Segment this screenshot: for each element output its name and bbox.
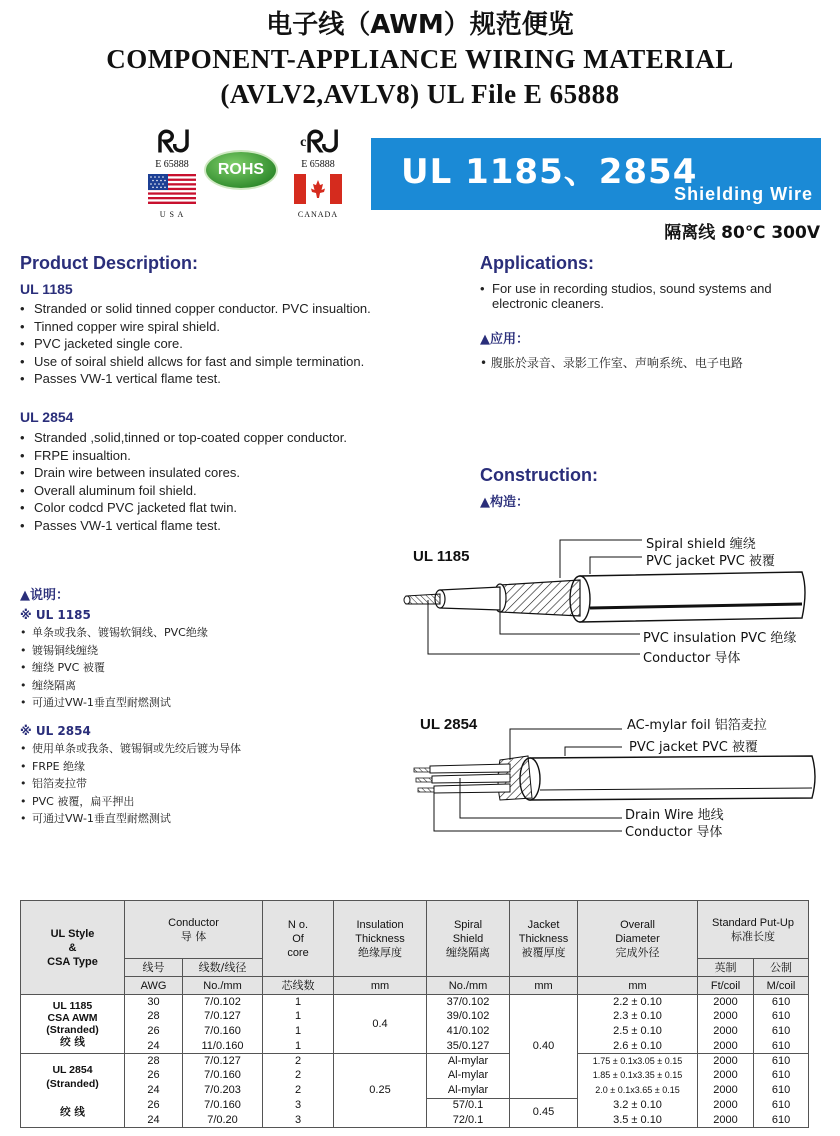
cell-ft: 2000 [698, 1009, 754, 1024]
applications-cn-heading: ▲应用： [480, 332, 529, 347]
group-text: (Stranded) [46, 1024, 99, 1037]
col-diam-unit: mm [578, 977, 698, 995]
title-cn: 电子线（AWM）规范便览 [266, 10, 574, 40]
header-text: Thickness [355, 932, 405, 945]
ul2854-conductor-label: Conductor 导体 [625, 825, 723, 840]
cell-diam: 2.2 ± 0.10 [578, 995, 698, 1010]
col-awg: AWG [125, 977, 183, 995]
header-text: Overall [620, 918, 655, 931]
cell-ft: 2000 [698, 1024, 754, 1039]
ul1185-insulation-label: PVC insulation PVC 绝缘 [643, 631, 797, 646]
table-header-row [21, 901, 809, 959]
banner-subtitle: Shielding Wire [674, 184, 813, 204]
cell-strand: 7/0.160 [183, 1024, 263, 1039]
header-text: 绝缘厚度 [358, 945, 403, 959]
col-ft-cn: 英制 [698, 959, 754, 977]
list-item: • 铝箔麦拉带 [20, 775, 241, 793]
cell-awg: 26 [125, 1068, 183, 1083]
col-ul-style [21, 901, 125, 995]
cell-m: 610 [754, 1098, 809, 1113]
applications-heading: Applications: [480, 253, 595, 273]
col-m: M/coil [754, 977, 809, 995]
list-item: • 镀锡铜线缠绕 [20, 642, 208, 660]
cell-awg: 26 [125, 1098, 183, 1113]
cell-core: 1 [263, 1009, 334, 1024]
list-item: • PVC jacketed single core. [20, 335, 371, 353]
explain-heading: ▲说明： [20, 588, 69, 603]
cell-awg: 24 [125, 1113, 183, 1128]
cell-diam: 1.75 ± 0.1x3.05 ± 0.15 [578, 1054, 698, 1069]
cell-m: 610 [754, 1054, 809, 1069]
header-text: 被覆厚度 [521, 945, 566, 959]
list-item: • 可通过VW-1垂直型耐燃测试 [20, 694, 208, 712]
list-item: • Tinned copper wire spiral shield. [20, 318, 371, 336]
cell-diam: 3.2 ± 0.10 [578, 1098, 698, 1113]
header-text: Diameter [615, 932, 660, 945]
ul1185-spiral-label: Spiral shield 缠绕 [646, 537, 756, 552]
cell-m: 610 [754, 1039, 809, 1054]
applications-body: For use in recording studios, sound systems and electronic cleaners. [492, 281, 772, 311]
list-item: • Passes VW-1 vertical flame test. [20, 517, 347, 535]
cell-shield: Al-mylar [427, 1054, 510, 1069]
rohs-badge: ROHS [204, 150, 278, 190]
canada-flag-icon [294, 174, 342, 204]
cell-shield: 57/0.1 [427, 1098, 510, 1113]
group-ul1185 [21, 995, 125, 1054]
bullet-glyph: • [480, 356, 491, 370]
list-item: • 缠绕隔离 [20, 677, 208, 695]
col-strand: No./mm [183, 977, 263, 995]
cell-shield: 41/0.102 [427, 1024, 510, 1039]
cell-m: 610 [754, 1068, 809, 1083]
col-strand-cn: 线数/线径 [183, 959, 263, 977]
explain-ul1185-list [20, 624, 208, 712]
title-block [0, 8, 840, 112]
cell-shield: Al-mylar [427, 1083, 510, 1098]
col-conductor [125, 901, 263, 959]
list-item: • Drain wire between insulated cores. [20, 464, 347, 482]
cell-diam: 2.6 ± 0.10 [578, 1039, 698, 1054]
header-text: 缠绕隔离 [446, 945, 491, 959]
list-item: • 缠绕 PVC 被覆 [20, 659, 208, 677]
list-item: • Stranded ,solid,tinned or top-coated copper conductor. [20, 429, 347, 447]
header-text: Standard Put-Up [712, 916, 794, 929]
ul1185-conductor-label: Conductor 导体 [643, 651, 741, 666]
cell-core: 1 [263, 995, 334, 1010]
cell-ft: 2000 [698, 1039, 754, 1054]
cell-jacket-b: 0.45 [510, 1098, 578, 1128]
col-putup [698, 901, 809, 959]
explain-ul2854-heading: ※ UL 2854 [20, 724, 91, 738]
cell-core: 2 [263, 1054, 334, 1069]
header-text: core [287, 946, 309, 959]
col-diameter [578, 901, 698, 977]
construction-cn-heading: ▲构造： [480, 495, 529, 510]
canada-label: CANADA [297, 210, 339, 219]
explain-ul1185-heading: ※ UL 1185 [20, 608, 91, 622]
group-text: 绞 线 [60, 1105, 85, 1118]
cell-strand: 11/0.160 [183, 1039, 263, 1054]
cell-core: 2 [263, 1068, 334, 1083]
ul2854-diagram-title: UL 2854 [420, 716, 478, 733]
cell-insulation-g2: 0.25 [334, 1054, 427, 1128]
cell-strand: 7/0.127 [183, 1054, 263, 1069]
cell-jacket-a: 0.40 [510, 995, 578, 1099]
cell-diam: 2.5 ± 0.10 [578, 1024, 698, 1039]
header-text: CSA Type [47, 955, 98, 968]
header-text: Jacket [527, 918, 560, 931]
table-header-row [21, 977, 809, 995]
cell-shield: 39/0.102 [427, 1009, 510, 1024]
spec-table [20, 900, 809, 1128]
ul-logo-icon: ᖇᒍ [157, 126, 187, 159]
cell-strand: 7/0.102 [183, 995, 263, 1010]
cell-strand: 7/0.160 [183, 1098, 263, 1113]
cell-core: 2 [263, 1083, 334, 1098]
ul1185-list [20, 300, 371, 388]
cell-strand: 7/0.127 [183, 1009, 263, 1024]
title-en-line2: (AVLV2,AVLV8) UL File E 65888 [220, 79, 620, 109]
group-text: UL 2854 [52, 1063, 93, 1076]
cell-ft: 2000 [698, 1068, 754, 1083]
cell-strand: 7/0.20 [183, 1113, 263, 1128]
list-item: • Color codcd PVC jacketed flat twin. [20, 499, 347, 517]
cell-m: 610 [754, 995, 809, 1010]
group-text: (Stranded) [46, 1077, 99, 1090]
cell-awg: 30 [125, 995, 183, 1010]
cell-ft: 2000 [698, 1083, 754, 1098]
cell-diam: 3.5 ± 0.10 [578, 1113, 698, 1128]
header-text: Insulation [356, 918, 404, 931]
ul1185-heading: UL 1185 [20, 281, 73, 297]
col-shield [427, 901, 510, 977]
applications-text [480, 281, 810, 311]
ul2854-drain-label: Drain Wire 地线 [625, 808, 724, 823]
col-jacket [510, 901, 578, 977]
product-description-heading: Product Description: [20, 253, 199, 273]
list-item: • FRPE insualtion. [20, 447, 347, 465]
canada-file-number: E 65888 [301, 159, 335, 170]
col-ins-unit: mm [334, 977, 427, 995]
cell-strand: 7/0.160 [183, 1068, 263, 1083]
list-item: • FRPE 绝缘 [20, 758, 241, 776]
banner-title: UL 1185、2854 [401, 152, 698, 192]
ul1185-diagram-title: UL 1185 [413, 548, 470, 565]
cell-ft: 2000 [698, 1113, 754, 1128]
header-text: 完成外径 [615, 945, 660, 959]
cell-m: 610 [754, 1009, 809, 1024]
col-core-cn: 芯线数 [263, 977, 334, 995]
construction-heading: Construction: [480, 465, 598, 485]
cul-logo-icon: $^c$ᖇᒍ [300, 126, 336, 159]
header-text: N o. [287, 918, 309, 931]
cell-core: 1 [263, 1024, 334, 1039]
cell-insulation-g1: 0.4 [334, 995, 427, 1054]
col-cores [263, 901, 334, 977]
col-shield-unit: No./mm [427, 977, 510, 995]
header-text: Spiral [453, 918, 483, 931]
bullet-glyph: • [480, 281, 485, 296]
table-row [21, 1054, 809, 1069]
list-item: • Use of soiral shield allcws for fast and simple termination. [20, 353, 371, 371]
ul2854-list [20, 429, 347, 534]
ul1185-jacket-label: PVC jacket PVC 被覆 [646, 554, 775, 569]
ul2854-heading: UL 2854 [20, 409, 74, 425]
usa-label: U S A [159, 210, 185, 219]
cell-shield: 72/0.1 [427, 1113, 510, 1128]
list-item: • PVC 被覆，扁平押出 [20, 793, 241, 811]
list-item: • 单条或我条、镀锡软铜线、PVC绝缘 [20, 624, 208, 642]
table-row [21, 995, 809, 1010]
cell-diam: 2.0 ± 0.1x3.65 ± 0.15 [578, 1083, 698, 1098]
usa-file-number: E 65888 [155, 159, 189, 170]
header-text: UL Style [50, 927, 95, 940]
col-insulation [334, 901, 427, 977]
list-item: • 使用单条或我条、镀锡铜或先绞后镀为导体 [20, 740, 241, 758]
col-ft: Ft/coil [698, 977, 754, 995]
usa-flag-icon [148, 174, 196, 204]
cert-canada [292, 128, 344, 219]
cell-awg: 28 [125, 1054, 183, 1069]
list-item: • 可通过VW-1垂直型耐燃测试 [20, 810, 241, 828]
header-text: 标准长度 [731, 929, 776, 943]
cell-awg: 28 [125, 1009, 183, 1024]
list-item: • Passes VW-1 vertical flame test. [20, 370, 371, 388]
cell-shield: 35/0.127 [427, 1039, 510, 1054]
header-text: Shield [452, 932, 484, 945]
group-text: CSA AWM [47, 1012, 98, 1025]
ul2854-jacket-label: PVC jacket PVC 被覆 [629, 740, 758, 755]
group-text: 绞 线 [60, 1036, 85, 1049]
header-text: Of [292, 932, 304, 945]
cell-core: 3 [263, 1113, 334, 1128]
ul2854-foil-label: AC-mylar foil 铝箔麦拉 [627, 718, 767, 733]
title-en-line1: COMPONENT-APPLIANCE WIRING MATERIAL [106, 44, 734, 74]
col-m-cn: 公制 [754, 959, 809, 977]
list-item: • Stranded or solid tinned copper conductor. PVC insualtion. [20, 300, 371, 318]
explain-ul2854-list [20, 740, 241, 828]
cell-strand: 7/0.203 [183, 1083, 263, 1098]
applications-cn-text [480, 354, 743, 371]
banner-spec: 隔离线 80℃ 300V [664, 223, 820, 243]
cell-shield: Al-mylar [427, 1068, 510, 1083]
header-text: Conductor [168, 916, 219, 929]
cell-diam: 2.3 ± 0.10 [578, 1009, 698, 1024]
col-jacket-unit: mm [510, 977, 578, 995]
cell-awg: 26 [125, 1024, 183, 1039]
col-awg-cn: 线号 [125, 959, 183, 977]
header-text: Thickness [518, 932, 569, 945]
cell-core: 1 [263, 1039, 334, 1054]
cell-core: 3 [263, 1098, 334, 1113]
header-text: & [68, 941, 77, 954]
cell-ft: 2000 [698, 995, 754, 1010]
product-banner [371, 138, 821, 210]
cell-m: 610 [754, 1024, 809, 1039]
cell-awg: 24 [125, 1083, 183, 1098]
group-ul2854 [21, 1054, 125, 1128]
list-item: • Overall aluminum foil shield. [20, 482, 347, 500]
cell-ft: 2000 [698, 1054, 754, 1069]
applications-cn-body: 腹胀於录音、录影工作室、声响系统、电子电路 [490, 356, 743, 370]
cell-m: 610 [754, 1113, 809, 1128]
cell-shield: 37/0.102 [427, 995, 510, 1010]
header-text: 导 体 [180, 929, 207, 943]
cert-usa [146, 128, 198, 219]
cell-m: 610 [754, 1083, 809, 1098]
cell-diam: 1.85 ± 0.1x3.35 ± 0.15 [578, 1068, 698, 1083]
cell-ft: 2000 [698, 1098, 754, 1113]
cell-awg: 24 [125, 1039, 183, 1054]
group-text: UL 1185 [52, 1000, 93, 1013]
